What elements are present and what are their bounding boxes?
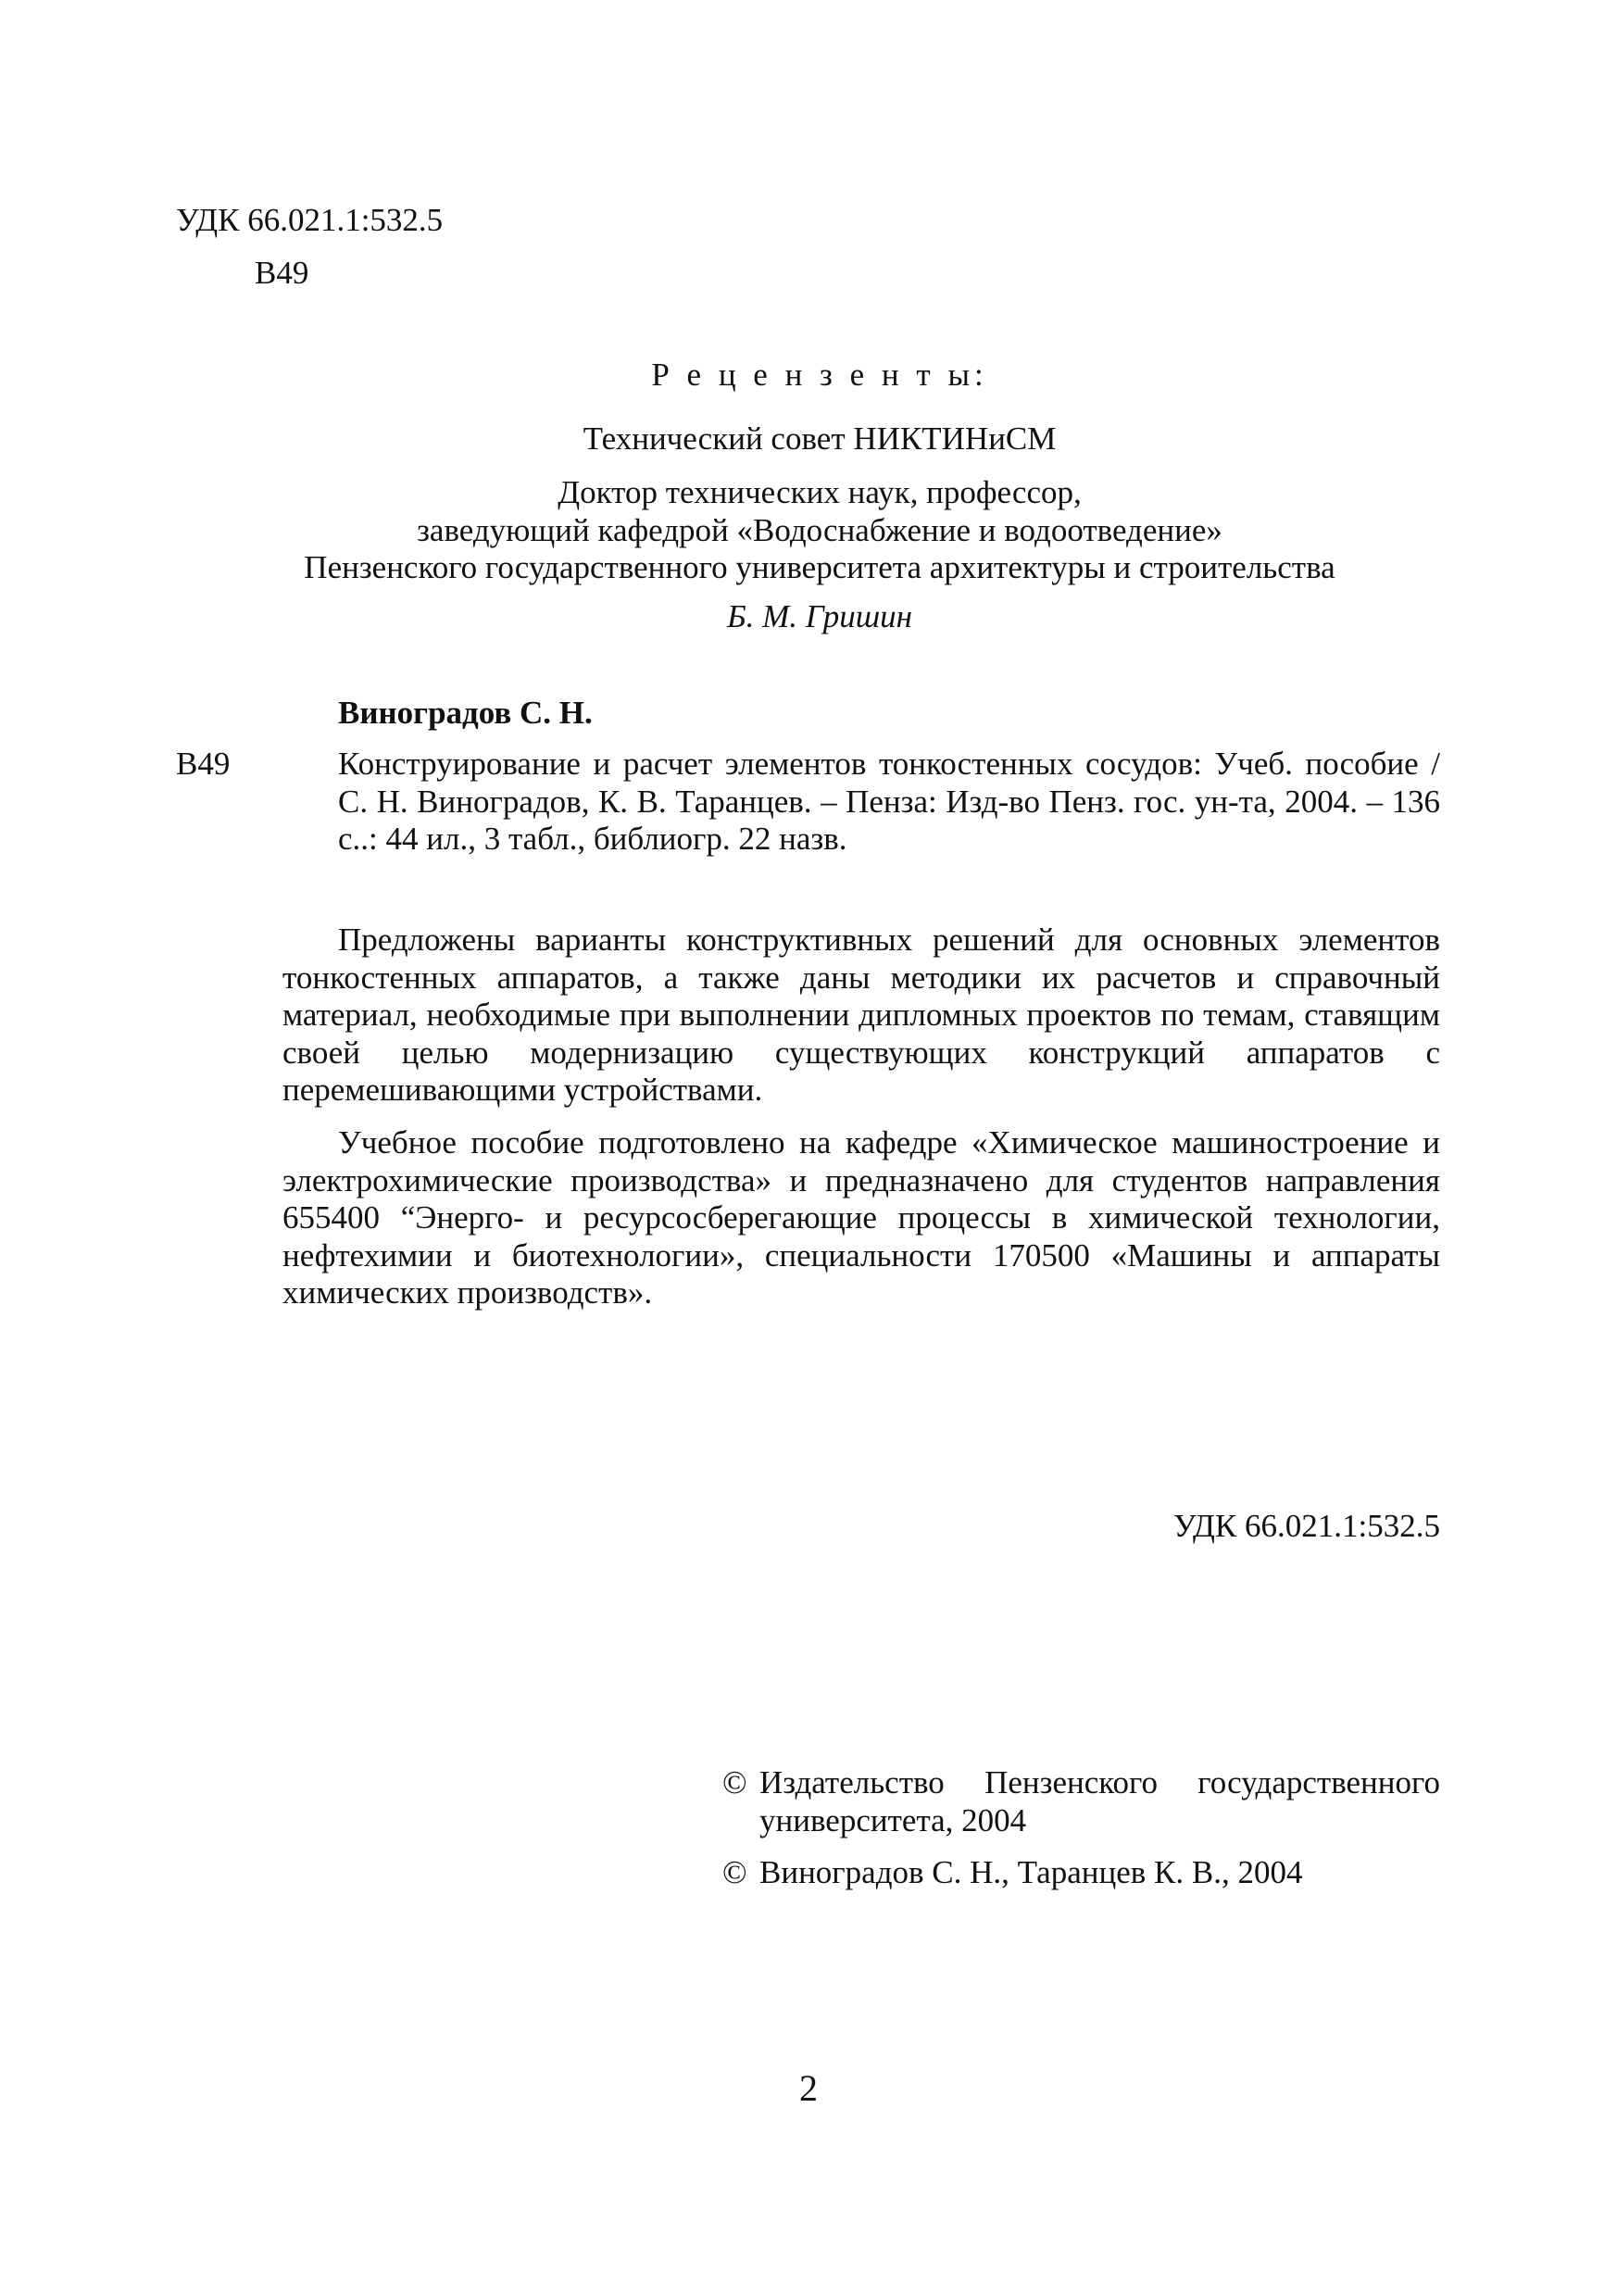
- page-number: 2: [799, 2067, 818, 2109]
- annotation: [282, 922, 1440, 1327]
- reviewer-name: Б. М. Гришин: [726, 597, 913, 634]
- author-code-top: В49: [255, 255, 309, 291]
- reviewers-heading: Р е ц е н з е н т ы:: [651, 357, 988, 393]
- reviewers-block: [241, 357, 1398, 636]
- copyright-block: [722, 1764, 1440, 1907]
- reviewer-credentials: [241, 474, 1398, 587]
- author-code-entry: В49: [176, 746, 231, 782]
- copyright-icon: ©: [722, 1854, 747, 1891]
- reviewer-council: Технический совет НИКТИНиСМ: [583, 420, 1057, 457]
- bibliographic-citation: Конструирование и расчет элементов тонкостенных сосудов: Учеб. пособие / С. Н. Виноградов, К. В. Таранцев. – Пенза: Изд-во Пенз. гос. ун-та, 2004. – 136 с..: 44 ил., 3 табл., библиогр. 22 назв.: [338, 746, 1440, 858]
- copyright-publisher: [722, 1764, 1440, 1839]
- udk-top: УДК 66.021.1:532.5: [176, 202, 444, 238]
- annotation-paragraph: Учебное пособие подготовлено на кафедре «Химическое машиностроение и электрохимические производства» и предназначено для студентов направления 655400 “Энерго- и ресурсосберегающие процессы в химической технологии, нефтехимии и биотехнологии», специальности 170500 «Машины и аппараты химических производств».: [282, 1123, 1440, 1311]
- copyright-text: Виноградов С. Н., Таранцев К. В., 2004: [759, 1854, 1303, 1891]
- reviewer-credentials-line: Пензенского государственного университета архитектуры и строительства: [304, 549, 1335, 586]
- annotation-paragraph: Предложены варианты конструктивных решений для основных элементов тонкостенных аппаратов, а также даны методики их расчетов и справочный материал, необходимые при выполнении дипломных проектов по темам, ставящим своей целью модернизацию существующих конструкций аппаратов с перемешивающими устройствами.: [282, 922, 1440, 1109]
- reviewer-credentials-line: заведующий кафедрой «Водоснабжение и водоотведение»: [417, 511, 1222, 548]
- copyright-icon: ©: [722, 1764, 747, 1800]
- udk-bottom: УДК 66.021.1:532.5: [1172, 1508, 1440, 1544]
- copyright-authors: [722, 1854, 1440, 1892]
- reviewer-credentials-line: Доктор технических наук, профессор,: [558, 474, 1082, 511]
- author-heading: Виноградов С. Н.: [338, 695, 593, 731]
- copyright-text: Издательство Пензенского государственного университета, 2004: [759, 1764, 1440, 1838]
